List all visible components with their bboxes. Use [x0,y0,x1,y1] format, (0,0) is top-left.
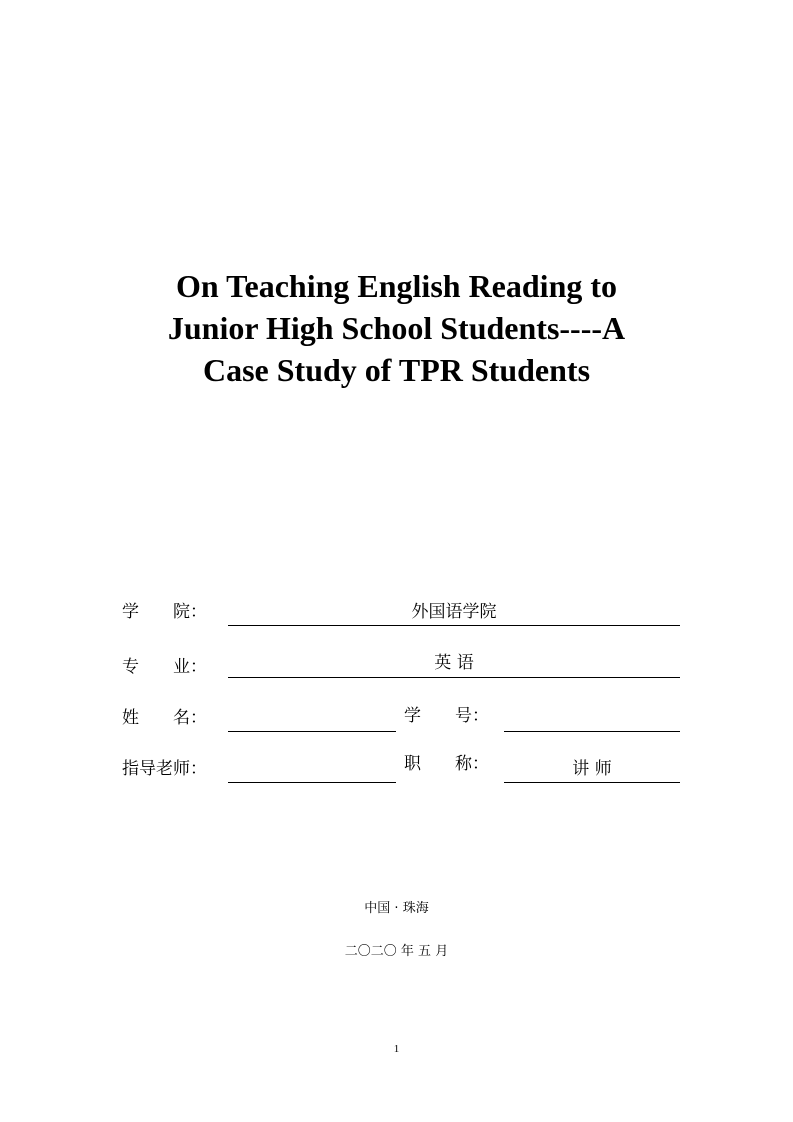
major-underline [228,677,680,678]
student-id-label: 学 号： [404,706,489,726]
rank-value: 讲 师 [572,759,612,779]
rank-label: 职 称： [404,754,489,774]
date-line: 二〇二〇 年 五 月 [344,944,449,959]
title-line-3: Case Study of TPR Students [202,352,591,388]
title-line-2: Junior High School Students----A [167,310,626,346]
college-underline [228,625,680,626]
page-number: 1 [393,1043,400,1055]
advisor-label: 指导老师： [122,759,207,779]
rank-underline [504,782,680,783]
student-id-underline [504,731,680,732]
title-line-1: On Teaching English Reading to [175,268,618,304]
major-value: 英 语 [434,653,474,673]
advisor-underline [228,782,396,783]
name-underline [228,731,396,732]
college-value: 外国语学院 [411,602,497,622]
thesis-title [100,265,693,391]
name-label: 姓 名： [122,708,207,728]
college-label: 学 院： [122,602,207,622]
major-label: 专 业： [122,657,207,677]
place-line: 中国 · 珠海 [364,901,429,916]
